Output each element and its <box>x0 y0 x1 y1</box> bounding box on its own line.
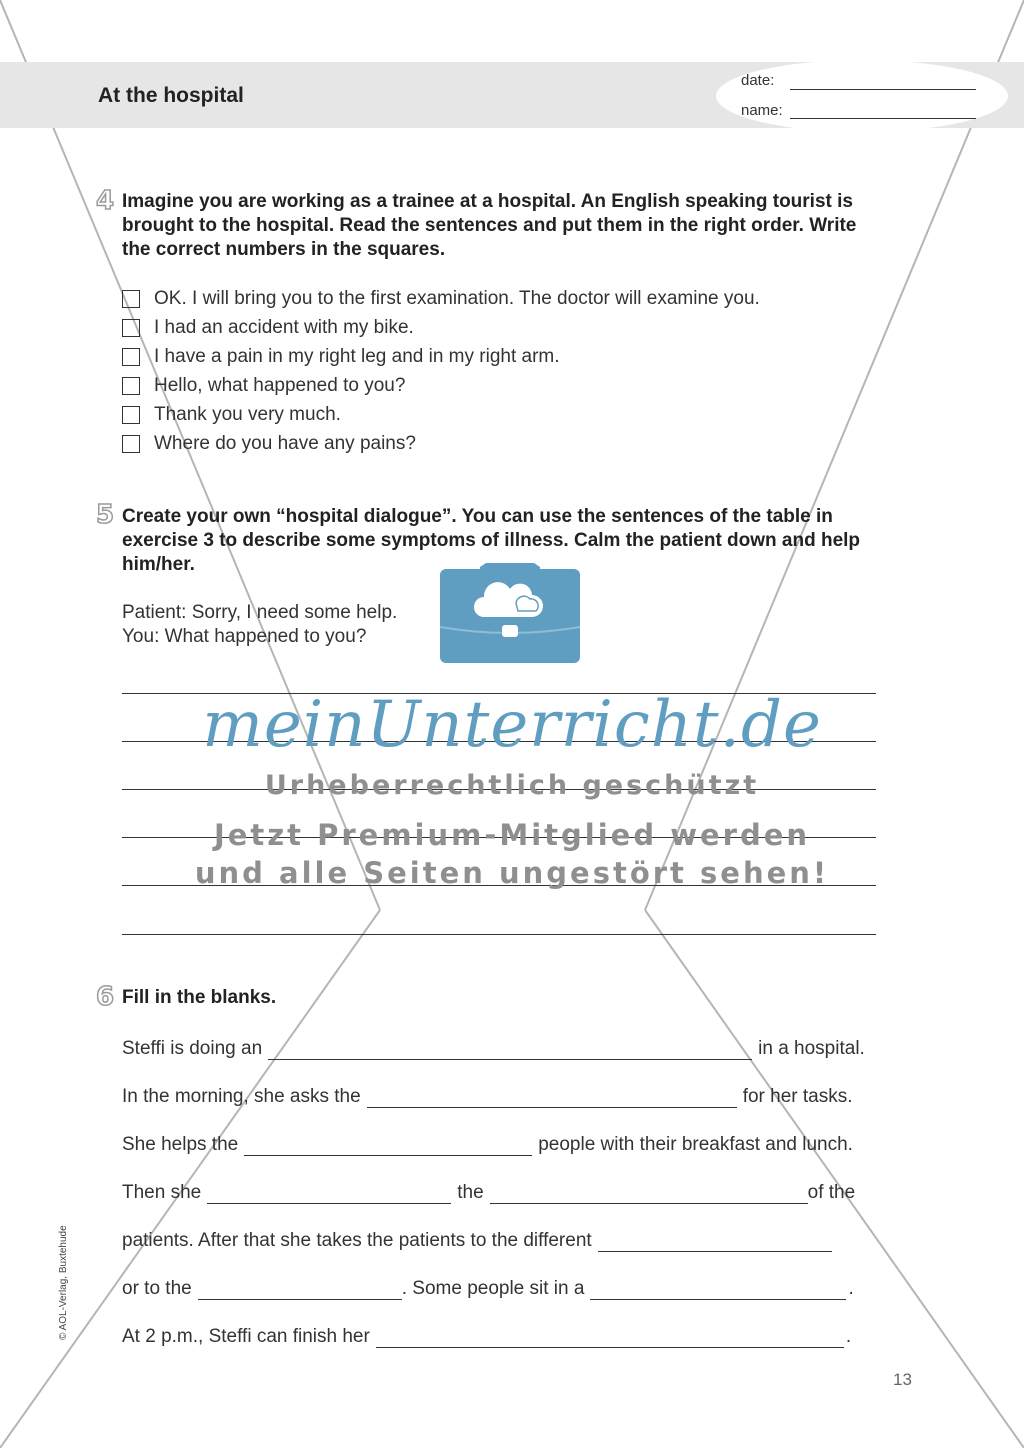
dialogue-line-patient: Patient: Sorry, I need some help. <box>122 602 398 623</box>
option-text: Where do you have any pains? <box>154 432 416 454</box>
order-checkbox[interactable] <box>122 290 140 308</box>
header-meta-oval <box>716 60 1008 132</box>
fill-text: people with their breakfast and lunch. <box>538 1134 853 1155</box>
fill-text: . <box>845 1326 852 1347</box>
fill-row <box>122 1322 851 1348</box>
exercise-4-instruction: Imagine you are working as a trainee at a hospital. An English speaking tourist is brought to the hospital. Read the sentences and put them in the right order. Write the correct numbers in the squares. <box>122 191 857 260</box>
briefcase-cloud-icon <box>438 555 582 665</box>
fill-text: . <box>848 1278 854 1299</box>
watermark-premium: Jetzt Premium-Mitglied werden <box>213 818 811 852</box>
watermark-logo: meinUnterricht.de <box>202 688 822 762</box>
fill-blank[interactable] <box>268 1041 752 1060</box>
option-item <box>122 313 760 342</box>
fill-blank[interactable] <box>367 1089 737 1108</box>
fill-text: patients. After that she takes the patients to the different <box>122 1230 592 1251</box>
fill-text: Then she <box>122 1182 202 1203</box>
fill-row <box>122 1178 855 1204</box>
option-text: OK. I will bring you to the first examination. The doctor will examine you. <box>154 287 760 309</box>
fill-text: . Some people sit in a <box>401 1278 585 1299</box>
fill-text: for her tasks. <box>742 1086 853 1107</box>
option-item <box>122 400 760 429</box>
fill-blank[interactable] <box>207 1185 451 1204</box>
name-field[interactable] <box>790 118 976 119</box>
order-checkbox[interactable] <box>122 348 140 366</box>
fill-row <box>122 1130 853 1156</box>
fill-text: At 2 p.m., Steffi can finish her <box>122 1326 370 1347</box>
exercise-6-instruction: Fill in the blanks. <box>122 987 277 1008</box>
fill-blank[interactable] <box>590 1281 846 1300</box>
fill-text: She helps the <box>122 1134 239 1155</box>
fill-text: Steffi is doing an <box>122 1038 263 1059</box>
fill-row <box>122 1082 853 1108</box>
page-number: 13 <box>893 1370 912 1389</box>
option-text: Thank you very much. <box>154 403 341 425</box>
option-item <box>122 429 760 458</box>
option-item <box>122 342 760 371</box>
fill-row <box>122 1274 854 1300</box>
name-label: name: <box>741 102 783 119</box>
order-checkbox[interactable] <box>122 319 140 337</box>
fill-text: in a hospital. <box>758 1038 865 1059</box>
date-label: date: <box>741 72 775 89</box>
copyright-note: © AOL-Verlag, Buxtehude <box>58 1225 69 1340</box>
exercise-4-number: 4 <box>96 186 115 216</box>
fill-row <box>122 1034 865 1060</box>
order-checkbox[interactable] <box>122 435 140 453</box>
dialogue-line-you: You: What happened to you? <box>122 626 367 647</box>
watermark-premium-sub: und alle Seiten ungestört sehen! <box>194 856 830 890</box>
page-title: At the hospital <box>98 84 244 107</box>
option-text: I have a pain in my right leg and in my right arm. <box>154 345 560 367</box>
fill-text: In the morning, she asks the <box>122 1086 361 1107</box>
order-checkbox[interactable] <box>122 377 140 395</box>
option-text: I had an accident with my bike. <box>154 316 414 338</box>
option-text: Hello, what happened to you? <box>154 374 406 396</box>
watermark-copyright: Urheberrechtlich geschützt <box>264 770 760 801</box>
exercise-5-instruction: Create your own “hospital dialogue”. You can use the sentences of the table in exercise 3 to describe some symptoms of illness. Calm the patient down and help him/her. <box>122 506 861 575</box>
exercise-6-number: 6 <box>96 982 115 1012</box>
exercise-4-options <box>122 284 760 458</box>
writing-line[interactable] <box>122 934 876 935</box>
order-checkbox[interactable] <box>122 406 140 424</box>
fill-text: of the <box>807 1182 856 1203</box>
fill-text: the <box>457 1182 484 1203</box>
fill-text: or to the <box>122 1278 192 1299</box>
date-field[interactable] <box>790 89 976 90</box>
fill-blank[interactable] <box>198 1281 402 1300</box>
fill-blank[interactable] <box>244 1137 532 1156</box>
exercise-5-number: 5 <box>96 500 115 530</box>
fill-row <box>122 1226 838 1252</box>
option-item <box>122 371 760 400</box>
fill-blank[interactable] <box>598 1233 832 1252</box>
option-item <box>122 284 760 313</box>
fill-blank[interactable] <box>490 1185 808 1204</box>
fill-blank[interactable] <box>376 1329 844 1348</box>
